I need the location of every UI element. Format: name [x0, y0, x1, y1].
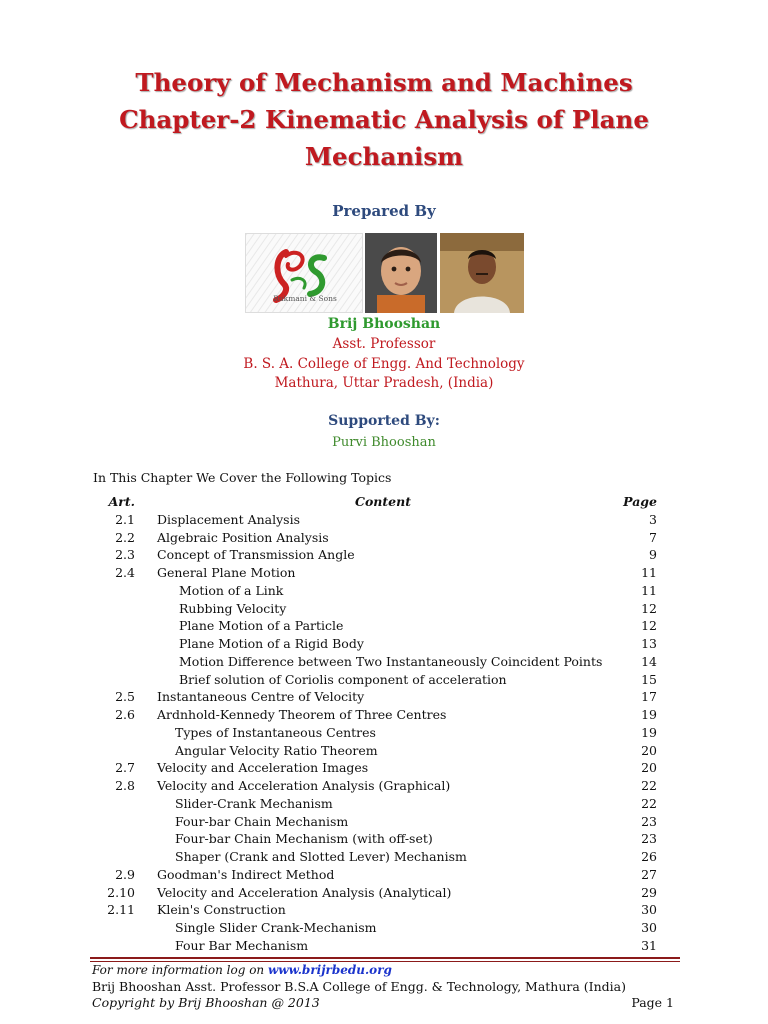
toc-row — [93, 706, 663, 724]
toc-page-number: 22 — [641, 795, 657, 811]
toc-body — [93, 511, 663, 955]
toc-row — [93, 546, 663, 564]
toc-art-number: 2.3 — [115, 547, 135, 563]
toc-content: Velocity and Acceleration Analysis (Analytical) — [157, 884, 452, 900]
author-college: B. S. A. College of Engg. And Technology — [243, 356, 525, 372]
toc-row — [93, 511, 663, 529]
toc-page-number: 12 — [641, 600, 657, 616]
toc-row — [93, 919, 663, 937]
toc-page-number: 26 — [641, 849, 657, 864]
toc-page-number: 23 — [641, 831, 657, 847]
toc-content: Four-bar Chain Mechanism — [175, 813, 349, 829]
author-designation: Asst. Professor — [332, 336, 436, 352]
toc-page-number: 19 — [641, 707, 657, 722]
toc-content: Algebraic Position Analysis — [157, 529, 329, 545]
toc-header-page: Page — [623, 494, 657, 509]
toc-page-number: 27 — [641, 866, 657, 882]
toc-row — [93, 795, 663, 813]
toc-row — [93, 635, 663, 653]
toc-page-number: 13 — [641, 636, 657, 651]
toc-row — [93, 901, 663, 919]
supported-by-heading: Supported By: — [328, 413, 440, 429]
toc-row — [93, 830, 663, 848]
title-line-1: Theory of Mechanism and Machines — [135, 68, 633, 97]
toc-row — [93, 529, 663, 547]
toc-art-number: 2.2 — [115, 529, 135, 545]
toc-page-number: 23 — [641, 813, 657, 829]
toc-art-number: 2.11 — [107, 902, 135, 918]
footer-page-number: Page 1 — [631, 995, 674, 1010]
toc-art-number: 2.6 — [115, 707, 135, 722]
toc-row — [93, 688, 663, 706]
toc-page-number: 15 — [641, 671, 657, 687]
author-photo — [440, 233, 524, 313]
toc-page-number: 31 — [641, 937, 657, 953]
toc-content: Plane Motion of a Particle — [179, 618, 344, 634]
toc-row — [93, 724, 663, 742]
toc-content: Four-bar Chain Mechanism (with off-set) — [175, 831, 433, 847]
toc-page-number: 9 — [649, 547, 657, 563]
toc-header-content: Content — [355, 494, 411, 509]
toc-page-number: 30 — [641, 902, 657, 918]
toc-art-number: 2.5 — [115, 689, 135, 705]
toc-page-number: 22 — [641, 778, 657, 793]
toc-row — [93, 564, 663, 582]
toc-row — [93, 671, 663, 689]
title-line-2: Chapter-2 Kinematic Analysis of Plane — [119, 105, 649, 134]
toc-row — [93, 813, 663, 831]
toc-row — [93, 777, 663, 795]
toc-page-number: 14 — [641, 653, 657, 669]
toc-page-number: 11 — [641, 582, 657, 598]
rukmani-sons-logo — [245, 233, 363, 313]
supporter-name: Purvi Bhooshan — [332, 435, 436, 450]
child-photo — [365, 233, 437, 313]
toc-page-number: 19 — [641, 724, 657, 740]
toc-page-number: 12 — [641, 618, 657, 634]
toc-row — [93, 600, 663, 618]
toc-content: General Plane Motion — [157, 565, 296, 580]
toc-content: Motion Difference between Two Instantaneously Coincident Points — [179, 653, 603, 669]
toc-content: Slider-Crank Mechanism — [175, 795, 333, 811]
toc-art-number: 2.4 — [115, 565, 135, 580]
toc-content: Displacement Analysis — [157, 511, 300, 527]
toc-content: Ardnhold-Kennedy Theorem of Three Centres — [157, 707, 447, 722]
toc-row — [93, 937, 663, 955]
footer-info — [92, 963, 392, 977]
toc-page-number: 3 — [649, 511, 657, 527]
logo-caption: Rukmani & Sons — [273, 294, 337, 303]
toc-art-number: 2.7 — [115, 760, 135, 776]
toc-row — [93, 866, 663, 884]
toc-content: Plane Motion of a Rigid Body — [179, 636, 364, 651]
toc-content: Brief solution of Coriolis component of acceleration — [179, 671, 507, 687]
author-portrait-icon — [440, 233, 524, 313]
prepared-by-heading: Prepared By — [332, 202, 436, 220]
toc-page-number: 11 — [641, 565, 657, 580]
child-portrait-icon — [365, 233, 437, 313]
toc-content: Four Bar Mechanism — [175, 937, 309, 953]
toc-art-number: 2.8 — [115, 778, 135, 793]
toc-art-number: 2.1 — [115, 511, 135, 527]
author-name: Brij Bhooshan — [327, 316, 441, 332]
toc-content: Velocity and Acceleration Images — [157, 760, 369, 776]
toc-content: Angular Velocity Ratio Theorem — [175, 742, 378, 758]
toc-content: Velocity and Acceleration Analysis (Graphical) — [157, 778, 451, 793]
toc-content: Instantaneous Centre of Velocity — [157, 689, 365, 705]
toc-row — [93, 617, 663, 635]
footer-info-prefix: For more information log on — [92, 963, 268, 977]
toc-page-number: 20 — [641, 760, 657, 776]
toc-row — [93, 653, 663, 671]
document-title — [0, 64, 768, 175]
toc-content: Rubbing Velocity — [179, 600, 287, 616]
toc-page-number: 20 — [641, 742, 657, 758]
toc-row — [93, 848, 663, 866]
toc-page-number: 17 — [641, 689, 657, 705]
toc-content: Klein's Construction — [157, 902, 286, 918]
footer-website-link[interactable]: www.brijrbedu.org — [267, 963, 392, 977]
footer-copyright: Copyright by Brij Bhooshan @ 2013 — [92, 995, 320, 1010]
toc-page-number: 7 — [649, 529, 657, 545]
toc-content: Shaper (Crank and Slotted Lever) Mechanism — [175, 849, 467, 864]
toc-content: Concept of Transmission Angle — [157, 547, 355, 563]
footer-address: Brij Bhooshan Asst. Professor B.S.A College of Engg. & Technology, Mathura (India) — [92, 979, 626, 994]
toc-page-number: 30 — [641, 920, 657, 935]
toc-row — [93, 742, 663, 760]
footer-rule-thick — [90, 957, 680, 959]
toc-art-number: 2.10 — [107, 884, 135, 900]
toc-content: Types of Instantaneous Centres — [175, 724, 376, 740]
author-location: Mathura, Uttar Pradesh, (India) — [274, 375, 494, 391]
toc-content: Goodman's Indirect Method — [157, 866, 335, 882]
toc-content: Single Slider Crank-Mechanism — [175, 920, 377, 935]
toc-row — [93, 759, 663, 777]
toc-header-art: Art. — [108, 494, 135, 509]
toc-row — [93, 582, 663, 600]
toc-header-row — [93, 493, 663, 511]
toc-art-number: 2.9 — [115, 866, 135, 882]
table-of-contents — [93, 493, 663, 955]
toc-page-number: 29 — [641, 884, 657, 900]
toc-content: Motion of a Link — [179, 582, 284, 598]
toc-row — [93, 884, 663, 902]
footer-rule-thin — [90, 961, 680, 962]
toc-intro: In This Chapter We Cover the Following Topics — [93, 470, 392, 485]
title-line-3: Mechanism — [304, 142, 464, 171]
